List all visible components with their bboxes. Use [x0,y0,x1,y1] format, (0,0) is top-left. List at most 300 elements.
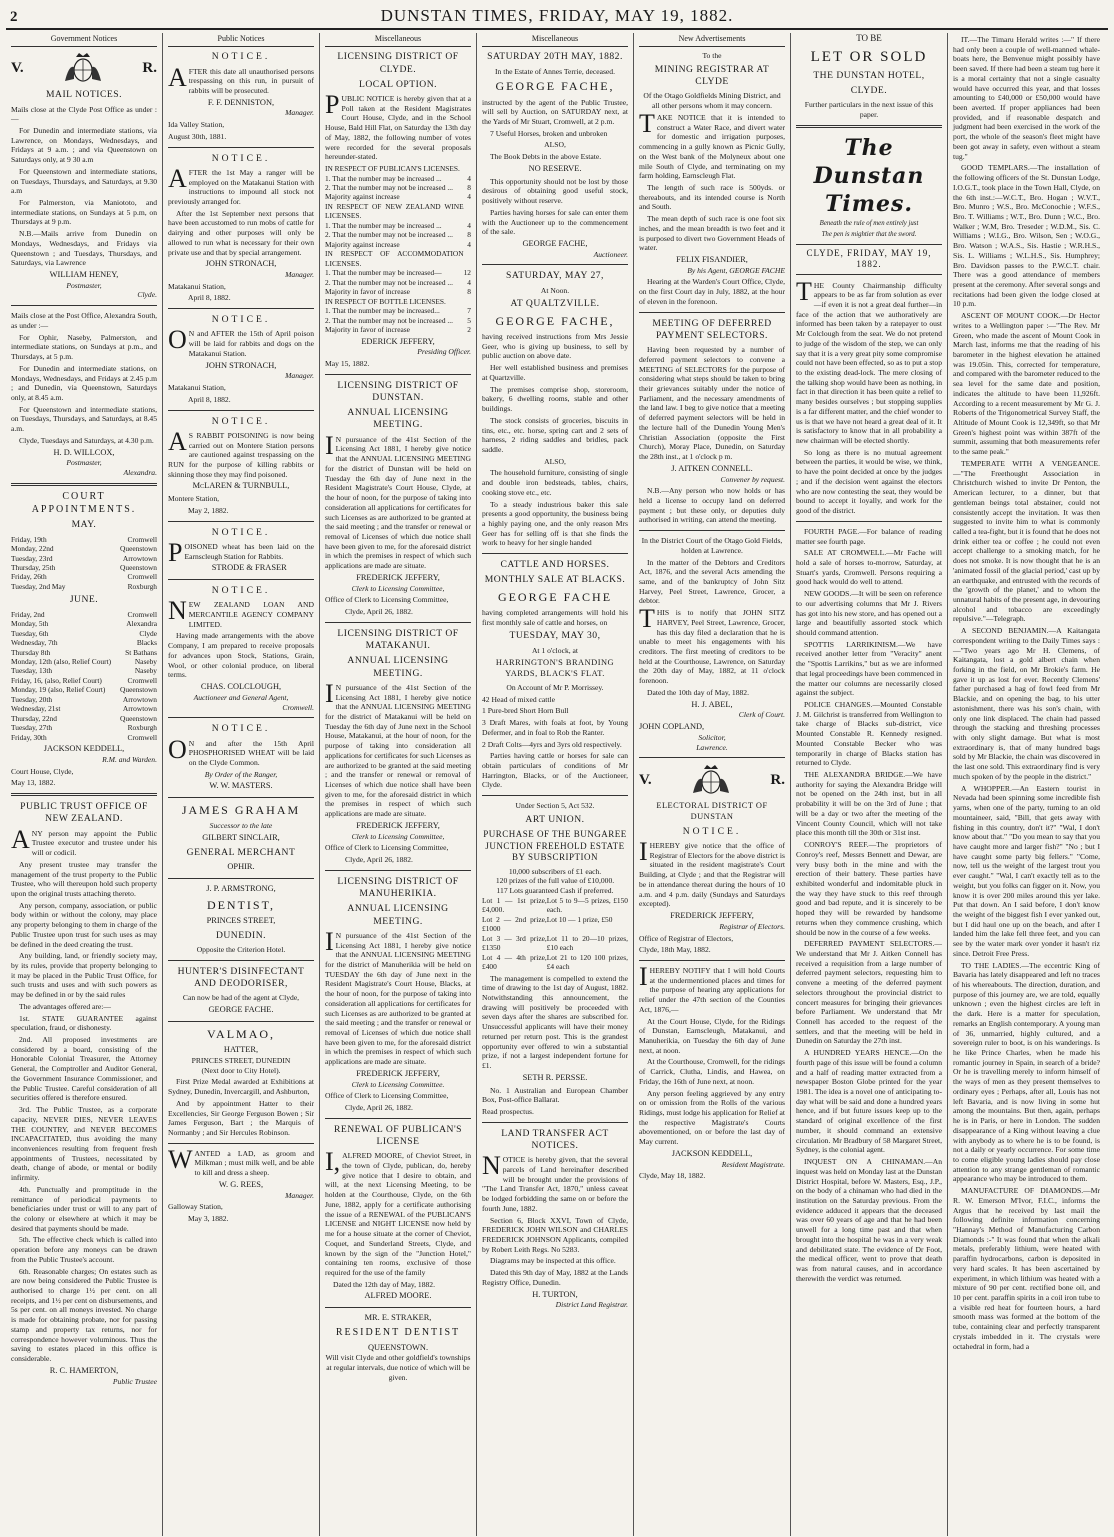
signature-place: Cromwell. [282,702,314,712]
sale-items: 7 Useful Horses, broken and unbroken [490,128,608,138]
mail-para: For Palmerston, via Maniototo, and intermediate stations, on Sundays at 5 p.m, on Thursdays at 9 p.m. [11,197,157,227]
signature-place: Clyde. [137,290,157,300]
newspaper-logo [796,134,942,218]
letter-v: V. [11,59,24,76]
column-public-notices [163,33,320,1536]
place: Court House, Clyde, [11,766,74,776]
sale-text: having received instructions from Mrs Jessie Geer, who is giving up business, to sell by public auction on above date. [482,332,628,361]
signature-role: Clerk to Licensing Committee, [351,583,445,593]
notice-title: LICENSING DISTRICT OF CLYDE. [337,51,459,75]
table-cell: Thursday, 22nd [11,713,57,723]
place: Galloway Station, [168,1202,223,1212]
table-cell: Monday, 12th (also, Relief Court) [11,657,112,666]
art-union-lots: 117 Lots guaranteed Cash if preferred. [496,886,614,896]
table-cell: 1. That the number may be increased— [325,268,442,278]
notice-body: AFTER this date all unauthorised persons trespassing on this run, in pursuit of rabbits will be prosecuted. [168,62,314,95]
news-item [796,840,942,937]
public-trust-para: 6th. Reasonable charges; On estates such as are now being considered the Public Trustee is authorised to charge 1½ per cent. on all receipts, and 1½ per cent on disbursements, and 5s per cent. on all moneys invested. No charge is made for obtaining probate, nor for passing stamp and property tax returns, nor for correspondence however voluminous. Thus the saving to estates placed in this office is considerable. [11,1266,157,1364]
alex-para: For Queenstown and intermediate stations, on Tuesdays, Thursdays, and Saturdays, at 8.45 a.m. [11,404,157,434]
table-row [11,582,157,591]
signature-role: Manager. [285,1190,314,1200]
notice-body: ON and after the 15th April PHOSPHORISED WHEAT will be laid on the Clyde Common. [168,734,314,767]
notice-title: NOTICE. [211,415,271,427]
signature: JACKSON KEDDELL, [43,744,125,754]
dentist-text: Will visit Clyde and other goldfield's townships at regular intervals, due notice of which will be given. [325,1353,471,1382]
table-row [325,325,471,334]
royal-crest-icon [689,763,733,797]
signature: WILLIAM HENEY, [49,270,119,279]
page-number: 2 [10,9,18,25]
to-let-title: LET OR SOLD [810,48,928,65]
table-row [11,695,157,704]
editorial-para: THE County Chairmanship difficulty appears to be as far from solution as ever—if even it is not a great deal further—in face of the action that we authoratively are informed has been taken by a ratepayer to oust Mr Colclough from the seat. We do not pretend to judge of the wisdom of the step, we can only say that it is a very great pity some compromise could not have been effected, so as to put a stop to the existing dead-lock. The mere closing of the talking shop would have been as nothing, in fact in that direction it has been quite a relief to many besides ourselves ; but stopping supplies is a far different matter, and the chief wonder to us is that we have not heard a great deal of it. It is satisfactory to know that in all probability a new chairman will be elected shortly. [796,276,942,446]
signature: FREDERICK JEFFERY, [356,1068,440,1078]
table-cell: Cromwell [127,534,157,544]
column-miscellaneous-2 [477,33,634,1536]
column-editorial [791,33,948,1536]
table-row [325,230,471,239]
signature-role: Registrar of Electors. [719,921,785,931]
table-row [325,249,471,268]
court-text: In the matter of the Debtors and Creditors Act, 1876, and the several Acts amending the same, and of the bankruptcy of John Sitz Harvey, Peel Street, Lawrence, Grocer, a debtor. [639,557,785,606]
local-news-items [796,527,942,1284]
news-item-body: —An Eastern tourist in Nevada had been spinning some incredible fish yarns, when one of the party, turning to an old mountaineer, said, "Bill, that gets away with fishing in this country, don't it?" "Wal, I don't know about that." "Do you mean to say that you have caught more and larger fish?" "No ; but I have caught some party big fellers." "Come, now, tell us the weight of the largest trout you ever caught." "Wal, I can't exactly tell as to the weight, but you folks can figger on it. Now, you know it is over 200 miles around this yer lake. Put that down. An I said before, I don't know the weight of the biggest fish I ever yanked out, but I did haul one up on the beach, and after I landed him the lake fell three feet, and you can see by the water mark over yonder it hasn't riz since. Detroit Free Press. [953,783,1100,958]
table-cell: Wednesday, 21st [11,704,61,714]
dentist-name: J. P. ARMSTRONG, [206,883,276,893]
table-cell: 7 [467,306,471,316]
notice-title: NOTICE. [211,152,271,164]
sale-items-list [482,695,628,750]
letter-r: R. [142,59,157,76]
notice-title: LICENSING DISTRICT OF MATAKANUI. [337,627,459,651]
table-cell: Majority against increase [325,239,400,249]
news-item [953,311,1100,457]
column-heading: Government Notices [11,33,157,47]
dateline: CLYDE, FRIDAY, MAY 19, 1882. [796,244,942,275]
notice-body: I,ALFRED MOORE, of Cheviot Street, in the town of Clyde, publican, do, hereby give notice that I desire to obtain, and will, at the next Licensing Meeting, to be holden at the Courthouse, Clyde, on the 6th June, 1882, apply for a certificate authorising the issue of a RENEWAL of the PUBLICAN'S LICENSE and NIGHT LICENSE now held by me for a house situate at the corner of Cheviot, Coquet, and Sunderland Streets, Clyde, and known by the sign of the "Junction Hotel," containing ten rooms, exclusive of those required for the use of the family [325,1147,471,1277]
table-cell: Thursday, 25th [11,562,56,572]
art-union-prospectus: Read prospectus. [482,1106,534,1116]
notice-body: IN pursuance of the 41st Section of the Licensing Act 1881, I hereby give notice that the ANNUAL LICENSING MEETING for the district of Manuherikia will be held on TUESDAY the 6th day of June next in the Resident Magistrate's Court House, Blacks, at the hour of noon, for the purpose of taking into consideration all applications for certificates for such Licenses as are authorized to be granted at the said meeting ; and the transfer or renewal or removal of Licenses of which due notice shall have been given to me, for the aforesaid district in which the premises in respect of which such applications are made are situate. [325,926,471,1067]
news-item-head: FOURTH PAGE. [804,526,860,536]
news-item-body: —We have authority for saying the Alexandra Bridge will not be opened on the 24th inst, but in all probability it will be on the 3rd of June ; that will be a day or two after the meeting of the Vincent County Council, which will not take place this month till the 30th or 31st inst. [796,770,942,838]
date: Dated the 12th day of May, 1882. [333,1279,435,1289]
public-trust-title: PUBLIC TRUST OFFICE OF NEW ZEALAND. [20,801,148,825]
signature: W. G. REES, [218,1179,264,1189]
date: Clyde, April 26, 1882. [345,855,413,865]
signature: H. J. ABEL, [691,699,733,709]
letter-v: V. [639,771,652,788]
public-trust-para: Any building, land, or friendly society may, by its rules, provide that property belonging to it may be placed in the Public Trust Office, for such trusts and uses and with such powers as may be defined in or by the said rules [11,951,157,1000]
signature: ALFRED MOORE. [364,1291,432,1301]
table-row [11,704,157,713]
notice-body: IN pursuance of the 41st Section of the Licensing Act 1881, I hereby give notice that the ANNUAL LICENSING MEETING for the district of Dunstan will be held on Tuesday the 6th day of June next in the Resident Magistrate's Court House, Clyde, at the hour of noon, for the purpose of taking into consideration all applications for certificates for such Licenses as are authorized to be granted at the said meeting ; and the transfer or renewal or removal of Licenses of which due notice shall have been given to me, for the aforesaid district in which the premises in respect of which such applications are made are situate. [325,430,471,571]
news-item-body: —Mounted Constable J. M. Gilchrist is transferred from Wellington to take charge of Blacks sub-district, vice Mounted Constable R. Kennedy resigned. Mounted Constable Becker who was temporarily in charge of Blacks station has returned to Clyde. [796,700,942,768]
news-item [796,1157,942,1283]
hatter-role: HATTER, [223,1045,259,1055]
signature: FREDERICK JEFFERY, [356,820,440,830]
news-item-body: —The Timaru Herald writes :—" If there had only been a couple of well-manned whale-boats here, the Benvenue might possibly have been saved. If there had been a steam tug here it is a moral certainty that not a single casualty would have occurred this year, and that losses amounting to £40,000 or £50,000 would have been averted. If proper appliances had been provided, and if reasonable despatch and judgment had been exercised in the work of the port, the whole of the season's fleet might have been got away in safety, even without a steam tug." [953,35,1100,161]
water-race-text: The length of such race is 500yds. or thereabouts, and its intended course is North and South. [639,182,785,212]
table-cell: Cromwell [127,609,157,619]
notice-body: NEW ZEALAND LOAN AND MERCANTILE AGENCY COMPANY LIMITED. [168,596,314,629]
table-cell: Roxburgh [127,581,157,591]
sale-debts: The Book Debts in the above Estate. [490,152,602,162]
table-cell: Friday, 16, (also, Relief Court) [11,675,102,685]
table-row [11,657,157,666]
page-title: DUNSTAN TIMES, FRIDAY, MAY 19, 1882. [380,6,734,25]
table-row [325,278,471,287]
column-miscellaneous-1 [320,33,477,1536]
table-cell: 2 [467,325,471,335]
table-cell [464,249,471,268]
table-row [11,610,157,619]
alex-para: Clyde, Tuesdays and Saturdays, at 4.30 p.m. [19,435,154,445]
table-cell: Clyde [139,628,157,638]
signature: JACKSON KEDDELL, [671,1148,753,1158]
place: Office of Clerk to Licensing Committee, [325,1091,449,1101]
table-row [11,554,157,563]
table-cell: IN RESPECT OF BOTTLE LICENSES. [325,296,446,306]
mail-para: For Queenstown and intermediate stations, on Tuesdays, Thursdays, and Saturdays, at 9.30 a.m [11,166,157,196]
meeting-nb: N.B.—Any person who now holds or has held a license to occupy land on deferred payment ; but these only, or deputies duly authorised in writing, can attend the meeting. [639,486,785,525]
signature: R. C. HAMERTON, [49,1365,119,1375]
table-cell: 8 [467,230,471,240]
place: Matakanui Station, [168,383,226,393]
table-row [325,174,471,183]
sale-place: AT QUALTZVILLE. [510,298,600,310]
mail-intro: Mails close at the Clyde Post Office as under :— [11,104,157,124]
dentist-city: DUNEDIN. [215,929,267,941]
news-item-body: —An inquest was held on Monday last at the Dunstan District Hospital, before W. Masters, Esq., J.P., on the body of a chinaman who had died in the institution on the Saturday previous. From the evidence adduced it appears that the deceased was over 60 years of age and that he had been unwell for a long time past and that when brought into the hospital he was in a very weak and debilitated state. The evidence of Dr Foot, the medical officer, went to prove that death was from natural causes, and in accordance therewith the verdict was returned. [796,1157,942,1283]
date: May 15, 1882. [325,358,370,368]
alex-intro: Mails close at the Post Office, Alexandra South, as under :— [11,311,158,330]
signature: W. W. MASTERS. [209,781,273,791]
court-title: In the District Court of the Otago Gold Fields, holden at Lawrence. [641,536,783,555]
table-cell: 4 [467,173,471,183]
news-item-head: A WHOPPER. [961,783,1012,793]
notice-title: LICENSING DISTRICT OF MANUHERIKIA. [337,875,459,900]
table-row [11,619,157,628]
art-union-address: No. 1 Australian and European Chamber Box, Post-office Ballarat. [482,1085,628,1105]
signature: H. D. WILLCOX, [53,447,115,457]
table-cell: Arrowtown [122,704,157,714]
merchant-sub: Successor to the late [209,821,273,831]
table-cell: IN RESPECT OF ACCOMMODATION LICENSES. [325,249,464,268]
column-heading: Public Notices [168,33,314,47]
public-trust-para: Any person, company, association, or public body within or without the colony, may place any property belonging to them in charge of the Public Trustee upon trust for such uses as may be defined in the deed creating the trust. [11,900,157,949]
table-cell: Lot 21 to 120 100 prizes, £4 each [546,952,628,972]
sale-estate: In the Estate of Annes Terrie, deceased. [495,66,615,76]
court-may-table [11,535,157,592]
notice-title: NOTICE. [211,314,271,326]
table-row [11,535,157,544]
dentist-name: MR. E. STRAKER, [364,1313,432,1323]
notice-title: RENEWAL OF PUBLICAN'S LICENSE [333,1123,463,1148]
alex-para: For Dunedin and intermediate stations, on Mondays, Wednesdays, and Fridays at 2.45 p.m ; and Dunedin, via Queenstown, Saturdays only, at 8.45 a.m. [11,363,157,402]
auctioneer-name: GEORGE FACHE, [495,79,615,94]
table-cell: 1. That the number may be increased... [325,306,440,316]
solicitor-name: JOHN COPLAND, [639,722,705,732]
list-item: 1 Pure-bred Short Horn Bull [482,706,569,716]
table-cell: 4 [467,220,471,230]
table-cell: Queenstown [120,562,157,572]
signature-role: Clerk to Licensing Committee. [351,1079,445,1089]
sale-date: TUESDAY, MAY 30, [509,630,601,642]
notice-subtitle: ANNUAL LICENSING MEETING. [347,903,449,927]
relief-court-text: IHEREBY NOTIFY that I will hold Courts at the undermentioned places and times for the purpose of hearing any applications for relief under the 47th section of the Counties Act, 1876,— [639,961,785,1014]
news-item-head: TO THE LADIES. [961,960,1022,970]
table-cell: 2. That the number may not be increased ... [325,183,453,192]
table-row [325,221,471,230]
table-row [325,287,471,296]
signature-role: Postmaster, [66,458,102,468]
royal-crest-block [639,763,785,797]
disinfectant-title: HUNTER'S DISINFECTANT AND DEODORISER, [177,965,305,990]
to-line: To the [702,51,722,61]
date: May 3, 1882. [188,1214,229,1224]
signature: JOHN STRONACH, [205,360,277,370]
table-row [482,934,628,953]
news-item-body: —The proprietors of Conroy's reef, Messrs Bennett and Dewar, are very busy both in the mine and with the erection of their battery. These parties have exhibited wonderful and indomitable pluck in the way they have stuck to this reef through good and bad repute, and it is sincerely to be hoped they will be rewarded by handsome returns when they commence crushing, which should be now in the course of a few weeks. [796,840,942,937]
news-item [796,1048,942,1155]
news-item [796,589,942,638]
to-let-name: THE DUNSTAN HOTEL, [813,69,925,81]
table-cell: 4 [467,277,471,287]
signature-role: Manager. [285,270,314,280]
table-cell: 8 [467,287,471,297]
table-cell: IN RESPECT OF PUBLICAN'S LICENSES. [325,164,460,174]
notice-body: After the 1st September next persons that have been accustomed to run mobs of cattle for dairying and other purposes will only be allowed to run what is necessary for their own private use and that by special arrangement. [168,208,314,257]
land-transfer-text: Section 6, Block XXVI, Town of Clyde, FREDERICK JOHN WILSON and CHARLES FREDERICK JOHNSON Applicants, compiled by Robert Leith Regs. No 5283. [482,1215,628,1254]
mining-registrar-of: Of the Otago Goldfields Mining District, and all other persons whom it may concern. [643,91,781,111]
table-row [325,316,471,325]
table-row [325,192,471,201]
notice-body: AFTER the 1st May a ranger will be employed on the Matakanui Station with instructions to impound all stock not previously arranged for. [168,163,314,206]
news-item-body: —Mr R. W. Emerson M'Ivor, F.I.C., informs the Argus that he received by last mail the following definite information concerning "Hannay's Method of Manufacturing Carbon Diamonds :-" It was found that when the alkali metals, preferably lithium, were heated with paraffin hydrocarbons, carbon is deposited in very hard scales. It has been ascertained by experiment, in which lithium was heated with a mixture of 90 per cent. rectified bone oil, and 10 per cent. paraffin spirits in a coil iron tube to a visible red heat for fourteen hours, a hard smooth mass was formed at the bottom of the tube, containing clear and perfectly transparent crystals imbedded in it. The crystals were octahedral in form, had a [953,1186,1100,1351]
notice-body: IN pursuance of the 41st Section of the Licensing Act 1881, I hereby give notice that the ANNUAL LICENSING MEETING for the district of Matakanui will be held on Tuesday the 6th day of June next in the School House, Matakanui, at the hour of noon, for the purpose of taking into consideration all applications for certificates for such Licenses as are authorized to be granted at the said meeting ; and the transfer or renewal or removal of Licenses of which due notice shall have been given to me, for the aforesaid district in which the premises in respect of which such applications are made are situate. [325,678,471,819]
signature-role: R.M. and Warden. [102,754,157,764]
place: Montere Station, [168,494,220,504]
logo-text: The Dunstan Times. [813,134,925,217]
signature-agent: By his Agent, GEORGE FACHE [687,265,785,275]
masthead [6,6,1108,30]
public-trust-para: 1st. STATE GUARANTEE against speculation, fraud, or dishonesty. [11,1013,157,1033]
table-cell: Tuesday, 6th [11,628,49,638]
signature: FELIX FISANDIER, [676,254,748,264]
court-appointments-title: COURT APPOINTMENTS. [31,490,137,515]
to-let-to: TO BE [856,33,882,43]
sale-time: At Noon. [540,285,570,295]
signature: CHAS. COLCLOUGH, [200,682,282,692]
news-item-head: POLICE CHANGES. [804,700,873,710]
signature-place: Alexandra. [123,468,157,477]
column-heading: Miscellaneous [325,33,471,47]
relief-court-text: At the Courthouse, Cromwell, for the ridings of Carrick, Clutha, Lindis, and Hawea, on Friday, the 16th of June next, at noon. [639,1057,785,1086]
sale-subtitle: MONTHLY SALE AT BLACKS. [484,574,626,586]
list-item: 2 Draft Colts—4yrs and 3yrs old respectively. [482,739,622,749]
table-cell: Friday, 30th [11,732,47,742]
place: Ida Valley Station, [168,120,225,130]
royal-crest-icon [61,51,105,85]
date: Clyde, April 26, 1882. [345,607,413,616]
dentist-title: RESIDENT DENTIST [335,1326,461,1338]
table-cell: Roxburgh [127,723,157,733]
table-row [11,648,157,657]
editorial-para: So long as there is no mutual agreement between the parties, it would be wise, we think, to have the point decided at once by the judges ; and if the decision went against the electors who are now contesting the seat, they would be bound to accept it loyally, and work for the good of the district. [796,447,942,516]
date: Clyde, April 26, 1882. [345,1103,413,1113]
table-cell: Lot 1 — 1st prize, £4,000. [482,895,547,915]
table-cell: Blacks [136,638,157,648]
column-heading: Miscellaneous [482,33,628,47]
public-trust-para: 2nd. All proposed investments are considered by a board, consisting of the Honorable Colonial Treasurer, the Attorney General, the Comptroller and Auditor General, the Government Insurance Commissioner, and the Public Trustee. Careful consideration of all securities offered is therefore ensured. [11,1035,157,1103]
table-row [11,733,157,742]
signature-role: Clerk to Licensing Committee, [351,831,445,841]
signature-role: Manager. [285,108,314,118]
column-news-items [948,33,1105,1536]
news-item [953,784,1100,959]
also-label: ALSO, [544,140,566,150]
news-item-body: —We have received another letter from "Veracity" anent the "Spottis Larrikins," but as we are informed that legal proceedings have been commenced in the matter our columns are necessarily closed against the subject. [796,639,942,698]
table-cell: Lot 2 — 2nd prize, £1000 [482,914,547,934]
table-cell: 12 [463,268,471,278]
public-trust-body [11,824,157,1364]
news-item-head: GOOD TEMPLARS. [961,163,1030,173]
court-month: JUNE. [69,594,99,606]
signature: JOHN STRONACH, [205,259,277,269]
land-transfer-text: NOTICE is hereby given, that the several parcels of Land hereinafter described will be brought under the provisions of "The Land Transfer Act, 1870," unless caveat be lodged forbidding the same on or before the fourth June, 1882. [482,1151,628,1213]
news-item-head: A SECOND BENJAMIN. [961,626,1049,636]
news-item-head: TEMPERATE WITH A VENGEANCE. [961,458,1100,468]
electoral-subtitle: NOTICE. [682,825,742,837]
court-june-table [11,610,157,743]
signature: STRODE & FRASER [211,563,287,573]
motto-line: Beneath the rule of men entirely just [819,220,919,228]
mail-para: N.B.—Mails arrive from Dunedin on Mondays, Wednesdays, and Fridays via Queenstown ; and Tuesdays, Thursdays, and Saturdays, via Lawrence [11,229,157,268]
sale-time: At 1 o'clock, at [531,645,579,655]
poll-results-table [325,164,471,334]
signature-role: Resident Magistrate. [721,1159,785,1169]
news-item [953,163,1100,309]
table-cell: Cromwell [127,572,157,582]
table-cell: Friday, 26th [11,572,47,582]
public-trust-para: 3rd. The Public Trustee, as a corporate capacity, NEVER DIES, NEVER LEAVES THE COUNTRY, and NEVER BECOMES INCAPACITATED, thus avoiding the many inconveniences resulting from frequent fresh appointments of Trustees, necessitated by death, change of abode, or mental or bodily infirmity. [11,1105,157,1183]
table-cell: Tuesday, 2nd May [11,581,66,591]
table-cell: Tuesday, 13th [11,666,53,676]
news-item-body: —It will be seen on reference to our advertising columns that Mr J. Rivers has got into his new store, and has opened out a large and beautifully assorted stock which should command attention. [796,589,943,637]
merchant-role: GENERAL MERCHANT [186,846,296,858]
table-row [325,183,471,192]
motto-line: The pen is mightier that the sword. [821,230,917,238]
table-cell: Lot 10 — 1 prize, £50 [546,914,613,924]
land-transfer-date: Dated this 9th day of May, 1882 at the Lands Registry Office, Dunedin. [482,1268,628,1287]
order-line: By Order of the Ranger, [204,769,278,779]
hatter-text: And by appointment Hatter to their Excellencies, Sir George Ferguson Bowen ; Sir James Ferguson, Bart ; the Marquis of Normanby ; and Sir Hercules Robinson. [168,1098,314,1137]
dentist-title: DENTIST, [206,897,276,912]
table-row [325,268,471,277]
notice-title: NOTICE. [211,526,271,538]
sale-text: having completed arrangements will hold his first monthly sale of cattle and horses, on [482,608,628,627]
court-text: THIS is to notify that JOHN SITZ HARVEY, Peel Street, Lawrence, Grocer, has this day filed a declaration that he is unable to meet his engagements with his creditors. The first meeting of creditors to be held at the Courthouse, Lawrence, on Saturday the 20th day of May, 1882, at 11 o'clock forenoon. [639,604,785,686]
date: August 30th, 1881. [168,131,227,141]
sale-title: CATTLE AND HORSES. [500,559,610,571]
news-item [796,640,942,698]
relief-court-text: At the Court House, Clyde, for the Ridings of Dunstan, Earnscleugh, Matakanui, and Manuherikia, on Tuesday the 6th day of June next, at noon. [639,1016,785,1055]
signature: McLAREN & TURNBULL, [192,481,290,491]
table-cell: Friday, 19th [11,534,47,544]
table-cell: Wednesday, 7th [11,638,58,648]
notice-body: PUBLIC NOTICE is hereby given that at a Poll taken at the Resident Magistrates Court House, Clyde, and in the School House, Bald Hill Flat, on Saturday the 13th day of May, 1882, the following number of votes were recorded for the several proposals hereunder-stated. [325,90,471,162]
table-row [11,685,157,694]
signature-role: Manager. [285,371,314,381]
public-trust-para: The advantages offered are:— [19,1001,111,1011]
notice-body: ON and AFTER the 15th of April poison will be laid for rabbits and dogs on the Matakanui Station. [168,325,314,358]
hearing-text: Hearing at the Warden's Court Office, Clyde, on the first Court day in July, 1882, at the hour of eleven in the forenoon. [639,277,785,306]
notice-title: NOTICE. [211,723,271,735]
table-cell: Lot 11 to 20—10 prizes, £10 each [546,933,628,953]
notice-title: NOTICE. [211,51,271,63]
news-item-body: —Mr Fache will hold a sale of horses to-morrow, Saturday, at Stuart's yards, Cromwell. Persons requiring a good hack would do well to attend. [796,548,942,587]
sale-place: HARRINGTON'S BRANDING YARDS, BLACK'S FLAT. [495,658,615,679]
table-row [11,714,157,723]
to-let-place: CLYDE. [850,84,888,96]
also-label: ALSO, [544,456,566,466]
table-row [11,544,157,553]
mining-registrar-title: MINING REGISTRAR AT CLYDE [654,63,770,88]
signature: FREDERICK JEFFERY, [670,911,754,921]
sale-text: To a steady industrious baker this sale presents a good opportunity, the business being a highly paying one, and the only reason Mrs Geer has for selling off is that she finds the work to heavy for her single handed [482,499,628,548]
table-row [11,666,157,675]
signature: J. AITKEN CONNELL. [671,463,753,473]
land-transfer-title: LAND TRANSFER ACT NOTICES. [501,1127,609,1151]
news-item-head: SPOTTIS LARRIKINISM. [804,639,898,649]
electoral-title: ELECTORAL DISTRICT OF DUNSTAN [656,801,768,822]
list-item: 3 Draft Mares, with foals at foot, by Young Defermer, and in foal to Rob the Ranter. [482,718,628,737]
table-row [325,202,471,221]
table-row [482,953,628,972]
column-government-notices [6,33,163,1536]
table-cell: Tuesday, 20th [11,694,53,704]
news-item-head: MANUFACTURE OF DIAMONDS. [961,1186,1084,1196]
signature: SETH R. PERSSE. [522,1072,588,1082]
court-month: MAY. [71,519,97,531]
news-item-body: —We understand that Mr J. Aitken Connell has received a requisition from a large number of deferred payment selectors, requesting him to convene a meeting of the deferred payment selectors throughout the provincial district to concert measures for bringing their grievances before Parliament. We understand that Mr Connell has acceded to the request of the settlers, and that the meeting will be held in Dunedin on Saturday the 27th inst. [796,939,942,1046]
column-heading: New Advertisements [639,33,785,47]
hatter-street: PRINCES STREET, DUNEDIN [191,1055,291,1065]
list-item: 42 Head of mixed cattle [482,694,555,704]
news-items [953,35,1100,1351]
news-item [796,770,942,838]
public-trust-para: Any present trustee may transfer the management of the trust property to the Public Trustee, who will thereupon hold such property upon the original trusts attaching thereto. [11,859,157,898]
sale-text: Parties having cattle or horses for sale can obtain particulars of conditions of Mr Harrington, Blacks, or of the Auctioneer, Clyde. [482,751,628,790]
royal-crest-block [11,51,157,85]
signature: FREDERICK JEFFERY, [356,572,440,582]
table-cell [464,202,471,221]
signature: F. F. DENNISTON, [207,97,275,107]
table-cell: 2. That the number may not be increased ... [325,315,453,325]
table-cell: 1. That the number may be increased ... [325,173,442,183]
signature-role: Presiding Officer. [417,347,471,357]
sale-date: SATURDAY, MAY 27, [506,270,604,282]
sale-text: The stock consists of groceries, biscuits in tins, etc., etc. horse, spring cart and 2 sets of harness, 2 riding saddles and bridles, pack saddle. [482,415,628,454]
table-cell: Lot 3 — 3rd prize, £1350 [482,933,547,953]
date: May 13, 1882. [11,778,56,788]
table-cell: Queenstown [120,713,157,723]
notice-body: Having made arrangements with the above Company, I am prepared to receive proposals for advances upon Stock, Stations, Grain, Wool, or other colonial produce, on liberal terms. [168,631,314,680]
table-cell: Majority against increase [325,192,400,202]
place: Office of Registrar of Electors, [639,933,734,943]
news-item [796,700,942,768]
